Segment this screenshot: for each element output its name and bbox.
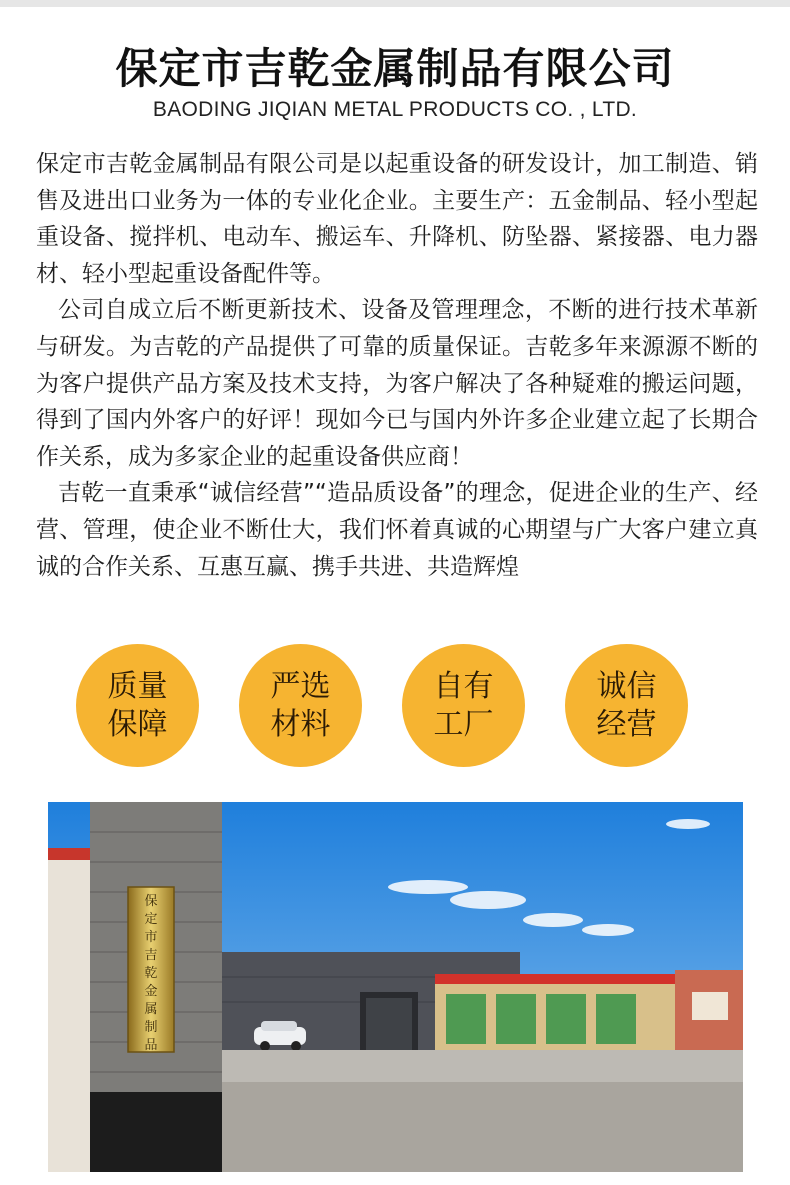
badge-materials (239, 644, 362, 767)
badge-integrity (565, 644, 688, 767)
sign-glyph-9: 品 (144, 1038, 158, 1053)
intro-paragraph-1: 保定市吉乾金属制品有限公司是以起重设备的研发设计，加工制造、销售及进出口业务为一体的专业化企业。主要生产：五金制品、轻小型起重设备、搅拌机、电动车、搬运车、升降机、防坠器、紧接器、电力器材、轻小型起重设备配件等。 (36, 151, 758, 287)
sign-glyph-6: 金 (144, 984, 158, 999)
badge-quality-line1: 质量 (107, 668, 168, 704)
badge-factory (402, 644, 525, 767)
badge-quality (76, 644, 199, 767)
left-building (48, 852, 93, 1172)
sign-glyph-7: 属 (144, 1002, 158, 1017)
company-title: 保定市吉乾金属制品有限公司 (115, 44, 675, 93)
badge-integrity-line2: 经营 (596, 706, 657, 742)
badge-factory-line2: 工厂 (433, 706, 494, 742)
sign-glyph-1: 保 (144, 894, 158, 909)
factory-photo (48, 802, 743, 1172)
intro-paragraph-3: 吉乾一直秉承“诚信经营”“造品质设备”的理念，促进企业的生产、经营、管理，使企业不断仕大，我们怀着真诚的心期望与广大客户建立真诚的合作关系、互惠互赢、携手共进、共造辉煌 (36, 480, 758, 580)
company-introduction (36, 146, 758, 585)
badge-factory-line1: 自有 (433, 668, 494, 704)
feature-badges (0, 644, 790, 768)
sign-glyph-5: 乾 (144, 966, 158, 981)
company-subtitle: BAODING JIQIAN METAL PRODUCTS CO. , LTD. (152, 98, 638, 121)
sign-glyph-8: 制 (144, 1020, 158, 1035)
sign-glyph-2: 定 (144, 912, 158, 927)
sign-glyph-3: 市 (144, 930, 158, 945)
badge-integrity-line1: 诚信 (596, 668, 657, 704)
badge-materials-line2: 材料 (270, 706, 331, 742)
intro-paragraph-2: 公司自成立后不断更新技术、设备及管理理念，不断的进行技术革新与研发。为吉乾的产品提供了可靠的质量保证。吉乾多年来源源不断的为客户提供产品方案及技术支持，为客户解决了各种疑难的搬运问题，得到了国内外客户的好评！现如今已与国内外许多企业建立起了长期合作关系，成为多家企业的起重设备供应商！ (36, 297, 758, 470)
badge-quality-line2: 保障 (107, 706, 168, 742)
top-divider (0, 0, 790, 7)
badge-materials-line1: 严选 (270, 668, 331, 704)
sign-glyph-4: 吉 (144, 948, 158, 963)
